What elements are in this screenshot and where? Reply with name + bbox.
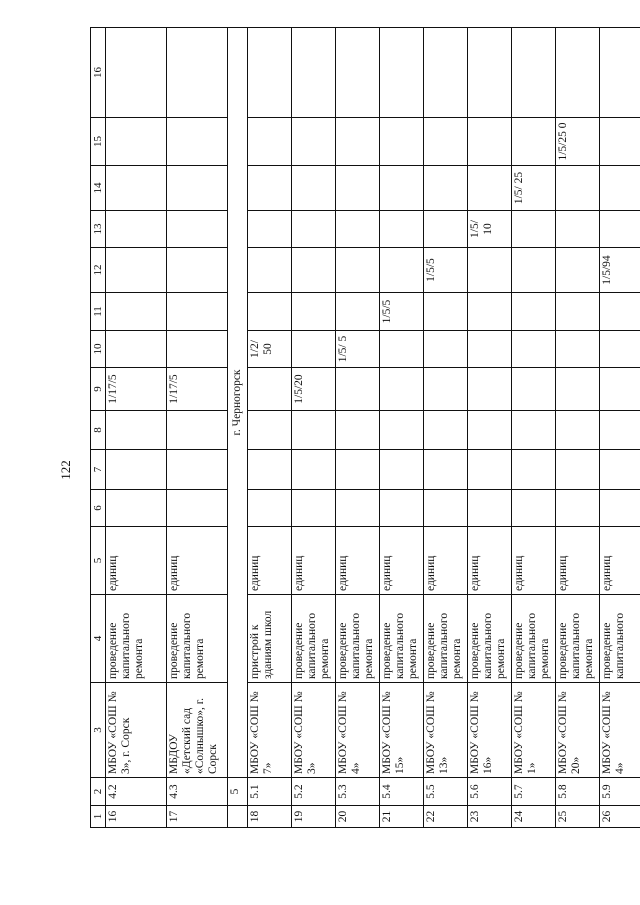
- table-cell-col7: [380, 450, 424, 490]
- table-cell-col3: МБДОУ «Детский сад «Солнышко», г. Сорск: [167, 683, 228, 778]
- table-cell-col16: [512, 28, 556, 118]
- table-cell-col16: [336, 28, 380, 118]
- table-cell-col5: единиц: [248, 527, 292, 595]
- section-city: г. Черногорск: [228, 28, 248, 778]
- table-cell-col8: [336, 411, 380, 450]
- table-cell-col14: [600, 166, 640, 211]
- table-cell-col1: 26: [600, 806, 640, 828]
- table-cell-col6: [106, 490, 167, 527]
- table-row: [468, 28, 512, 828]
- column-header: 2: [91, 778, 106, 806]
- table-cell-col5: единиц: [167, 527, 228, 595]
- table-cell-col9: 1/5/20: [292, 368, 336, 411]
- table-cell-col2: 5.1: [248, 778, 292, 806]
- table-cell-col10: [380, 331, 424, 368]
- table-cell-col1: 20: [336, 806, 380, 828]
- column-header: 4: [91, 595, 106, 683]
- table-row: [556, 28, 600, 828]
- table-cell-col13: [512, 211, 556, 248]
- table-cell-col8: [106, 411, 167, 450]
- table-cell-col7: [248, 450, 292, 490]
- table-cell-col9: [336, 368, 380, 411]
- table-cell-col3: МБОУ «СОШ № 4»: [600, 683, 640, 778]
- table-cell-col4: проведение капитального ремонта: [106, 595, 167, 683]
- section-row: [228, 28, 248, 828]
- table-cell-col11: [512, 293, 556, 331]
- table-cell-col10: [556, 331, 600, 368]
- table-cell-col5: единиц: [380, 527, 424, 595]
- table-cell-col8: [292, 411, 336, 450]
- table-cell-col8: [167, 411, 228, 450]
- table-cell-col11: [292, 293, 336, 331]
- table-cell-col3: МБОУ «СОШ № 1»: [512, 683, 556, 778]
- table-cell-col1: 21: [380, 806, 424, 828]
- table-cell-col13: [600, 211, 640, 248]
- table-cell-col13: [424, 211, 468, 248]
- table-cell-col6: [292, 490, 336, 527]
- column-header: 13: [91, 211, 106, 248]
- table-cell-col4: проведение капитального ремонта: [380, 595, 424, 683]
- table-cell-col9: [380, 368, 424, 411]
- table-cell-col16: [106, 28, 167, 118]
- table-cell-col9: [512, 368, 556, 411]
- table-cell-col5: единиц: [292, 527, 336, 595]
- table-cell-col15: [336, 118, 380, 166]
- table-cell-col3: МБОУ «СОШ № 16»: [468, 683, 512, 778]
- table-cell-col8: [248, 411, 292, 450]
- table-cell-col10: [167, 331, 228, 368]
- column-header: 11: [91, 293, 106, 331]
- table-cell-col5: единиц: [600, 527, 640, 595]
- table-cell-col3: МБОУ «СОШ № 13»: [424, 683, 468, 778]
- table-cell-col11: 1/5/5: [380, 293, 424, 331]
- table-cell-col15: [380, 118, 424, 166]
- table-cell-col4: проведение капитального ремонта: [292, 595, 336, 683]
- table-cell-col16: [424, 28, 468, 118]
- table-cell-col16: [167, 28, 228, 118]
- table-cell-col10: [106, 331, 167, 368]
- table-cell-col11: [468, 293, 512, 331]
- table-cell-col13: [167, 211, 228, 248]
- table-cell-col14: [468, 166, 512, 211]
- table-cell-col4: проведение капитального ремонта: [468, 595, 512, 683]
- table-cell-col2: 5.5: [424, 778, 468, 806]
- table-cell-col4: проведение капитального ремонта: [556, 595, 600, 683]
- table-cell-col4: проведение капитального ремонта: [512, 595, 556, 683]
- table-cell-col6: [167, 490, 228, 527]
- table-cell-col1: 17: [167, 806, 228, 828]
- table-cell-col16: [556, 28, 600, 118]
- table-cell-col10: 1/2/ 50: [248, 331, 292, 368]
- table-cell-col11: [106, 293, 167, 331]
- table-cell-col10: [468, 331, 512, 368]
- table-cell-col9: 1/17/5: [106, 368, 167, 411]
- column-header: 14: [91, 166, 106, 211]
- table-cell-col7: [468, 450, 512, 490]
- column-header: 15: [91, 118, 106, 166]
- table-cell-col13: [556, 211, 600, 248]
- table-cell-col2: 5.3: [336, 778, 380, 806]
- table-cell-col6: [336, 490, 380, 527]
- table-row: [167, 28, 228, 828]
- column-header: 9: [91, 368, 106, 411]
- table-cell-col4: проведение капитального: [600, 595, 640, 683]
- column-header: 10: [91, 331, 106, 368]
- table-row: [248, 28, 292, 828]
- table-cell-col8: [556, 411, 600, 450]
- table-cell-col8: [468, 411, 512, 450]
- table-cell-col15: [512, 118, 556, 166]
- table-cell-col15: 1/5/25 0: [556, 118, 600, 166]
- table-cell-col15: [424, 118, 468, 166]
- table-cell-col4: проведение капитального ремонта: [336, 595, 380, 683]
- table-cell-col8: [424, 411, 468, 450]
- table-cell-col12: [248, 248, 292, 293]
- table-cell-col9: [468, 368, 512, 411]
- table-cell-col14: [336, 166, 380, 211]
- table-cell-col1: 19: [292, 806, 336, 828]
- rotated-table-wrapper: [90, 28, 627, 828]
- table-row: [380, 28, 424, 828]
- table-cell-col2: 5.2: [292, 778, 336, 806]
- table-cell-col6: [556, 490, 600, 527]
- table-cell-col4: пристрой к зданиям школ: [248, 595, 292, 683]
- table-cell-col12: [336, 248, 380, 293]
- table-cell-col15: [106, 118, 167, 166]
- table-cell-col12: 1/5/5: [424, 248, 468, 293]
- table-cell-col3: МБОУ «СОШ № 20»: [556, 683, 600, 778]
- table-cell-col7: [167, 450, 228, 490]
- table-cell-col11: [248, 293, 292, 331]
- table-cell-col9: [424, 368, 468, 411]
- table-cell-col9: [248, 368, 292, 411]
- column-header: 5: [91, 527, 106, 595]
- table-cell-col8: [600, 411, 640, 450]
- table-cell-col10: [292, 331, 336, 368]
- table-cell-col7: [600, 450, 640, 490]
- table-cell-col14: 1/5/ 25: [512, 166, 556, 211]
- table-row: [424, 28, 468, 828]
- column-header: 6: [91, 490, 106, 527]
- table-cell-col3: МБОУ «СОШ № 3», г. Сорск: [106, 683, 167, 778]
- column-header: 3: [91, 683, 106, 778]
- table-cell-col10: 1/5/ 5: [336, 331, 380, 368]
- table-cell-col8: [512, 411, 556, 450]
- table-body-top: [106, 28, 228, 828]
- table-cell-col14: [106, 166, 167, 211]
- table-body-bottom: [248, 28, 640, 828]
- column-header: 12: [91, 248, 106, 293]
- table-cell-col15: [248, 118, 292, 166]
- table-cell-col2: 5.6: [468, 778, 512, 806]
- table-cell-col9: [556, 368, 600, 411]
- table-cell-col1: 18: [248, 806, 292, 828]
- table-cell-col16: [468, 28, 512, 118]
- table-cell-col13: [292, 211, 336, 248]
- table-cell-col15: [167, 118, 228, 166]
- table-cell-col6: [468, 490, 512, 527]
- table-cell-col5: единиц: [512, 527, 556, 595]
- table-cell-col7: [106, 450, 167, 490]
- section-number: 5: [228, 778, 248, 806]
- table-cell-col12: 1/5/94: [600, 248, 640, 293]
- table-cell-col2: 5.4: [380, 778, 424, 806]
- table-cell-col2: 4.3: [167, 778, 228, 806]
- table-cell-col14: [292, 166, 336, 211]
- column-header: 8: [91, 411, 106, 450]
- table-cell-col6: [600, 490, 640, 527]
- table-cell-col9: 1/17/5: [167, 368, 228, 411]
- table-cell-col12: [556, 248, 600, 293]
- column-header: 1: [91, 806, 106, 828]
- table-cell-col15: [600, 118, 640, 166]
- table-cell-col16: [292, 28, 336, 118]
- table-cell-col12: [468, 248, 512, 293]
- table-cell-col14: [424, 166, 468, 211]
- table-cell-col4: проведение капитального ремонта: [167, 595, 228, 683]
- table-cell-col2: 5.8: [556, 778, 600, 806]
- program-table: [90, 27, 640, 828]
- table-cell-col3: МБОУ «СОШ № 3»: [292, 683, 336, 778]
- table-cell-col5: единиц: [424, 527, 468, 595]
- table-cell-col7: [512, 450, 556, 490]
- table-cell-col13: [248, 211, 292, 248]
- table-cell-col12: [167, 248, 228, 293]
- rotated-table-container: [90, 28, 627, 828]
- table-cell-col10: [424, 331, 468, 368]
- table-cell-col5: единиц: [556, 527, 600, 595]
- table-row: [600, 28, 640, 828]
- table-cell-col10: [600, 331, 640, 368]
- table-cell-col11: [556, 293, 600, 331]
- table-row: [512, 28, 556, 828]
- table-cell-col1: 23: [468, 806, 512, 828]
- table-cell-col1: 22: [424, 806, 468, 828]
- table-cell-col15: [292, 118, 336, 166]
- table-cell-col12: [292, 248, 336, 293]
- header-row: [91, 28, 106, 828]
- table-cell-col7: [336, 450, 380, 490]
- table-cell-col2: 5.7: [512, 778, 556, 806]
- page-number: 122: [58, 460, 73, 480]
- table-cell-col15: [468, 118, 512, 166]
- table-row: [292, 28, 336, 828]
- table-cell-col12: [380, 248, 424, 293]
- table-cell-col6: [380, 490, 424, 527]
- table-cell-col3: МБОУ «СОШ № 4»: [336, 683, 380, 778]
- table-row: [106, 28, 167, 828]
- table-cell-col13: [380, 211, 424, 248]
- table-cell-col10: [512, 331, 556, 368]
- table-cell-col7: [556, 450, 600, 490]
- table-cell-col13: [106, 211, 167, 248]
- table-cell-col2: 5.9: [600, 778, 640, 806]
- table-cell-col16: [600, 28, 640, 118]
- table-row: [336, 28, 380, 828]
- table-cell-col11: [424, 293, 468, 331]
- table-cell-col6: [512, 490, 556, 527]
- table-cell-col16: [380, 28, 424, 118]
- table-cell-col5: единиц: [336, 527, 380, 595]
- table-cell-col9: [600, 368, 640, 411]
- table-cell-col8: [380, 411, 424, 450]
- table-cell-col7: [292, 450, 336, 490]
- table-cell-col3: МБОУ «СОШ № 7»: [248, 683, 292, 778]
- table-cell-col4: проведение капитального ремонта: [424, 595, 468, 683]
- table-cell-col12: [512, 248, 556, 293]
- table-cell-col1: 16: [106, 806, 167, 828]
- column-header: 16: [91, 28, 106, 118]
- column-header: 7: [91, 450, 106, 490]
- table-cell-col11: [336, 293, 380, 331]
- table-cell-col2: 4.2: [106, 778, 167, 806]
- table-cell-col14: [248, 166, 292, 211]
- table-cell-col16: [248, 28, 292, 118]
- table-cell-col11: [167, 293, 228, 331]
- table-cell-col6: [248, 490, 292, 527]
- table-cell-col12: [106, 248, 167, 293]
- table-cell-col1: 25: [556, 806, 600, 828]
- table-cell-col13: [336, 211, 380, 248]
- table-cell-col3: МБОУ «СОШ № 15»: [380, 683, 424, 778]
- table-cell-col14: [167, 166, 228, 211]
- table-cell-col1: 24: [512, 806, 556, 828]
- table-cell-col14: [556, 166, 600, 211]
- table-cell-col6: [424, 490, 468, 527]
- table-cell-col7: [424, 450, 468, 490]
- table-cell-col5: единиц: [106, 527, 167, 595]
- table-cell-col13: 1/5/ 10: [468, 211, 512, 248]
- table-cell-col5: единиц: [468, 527, 512, 595]
- section-body: [228, 28, 248, 828]
- table-cell-col14: [380, 166, 424, 211]
- table-cell-col11: [600, 293, 640, 331]
